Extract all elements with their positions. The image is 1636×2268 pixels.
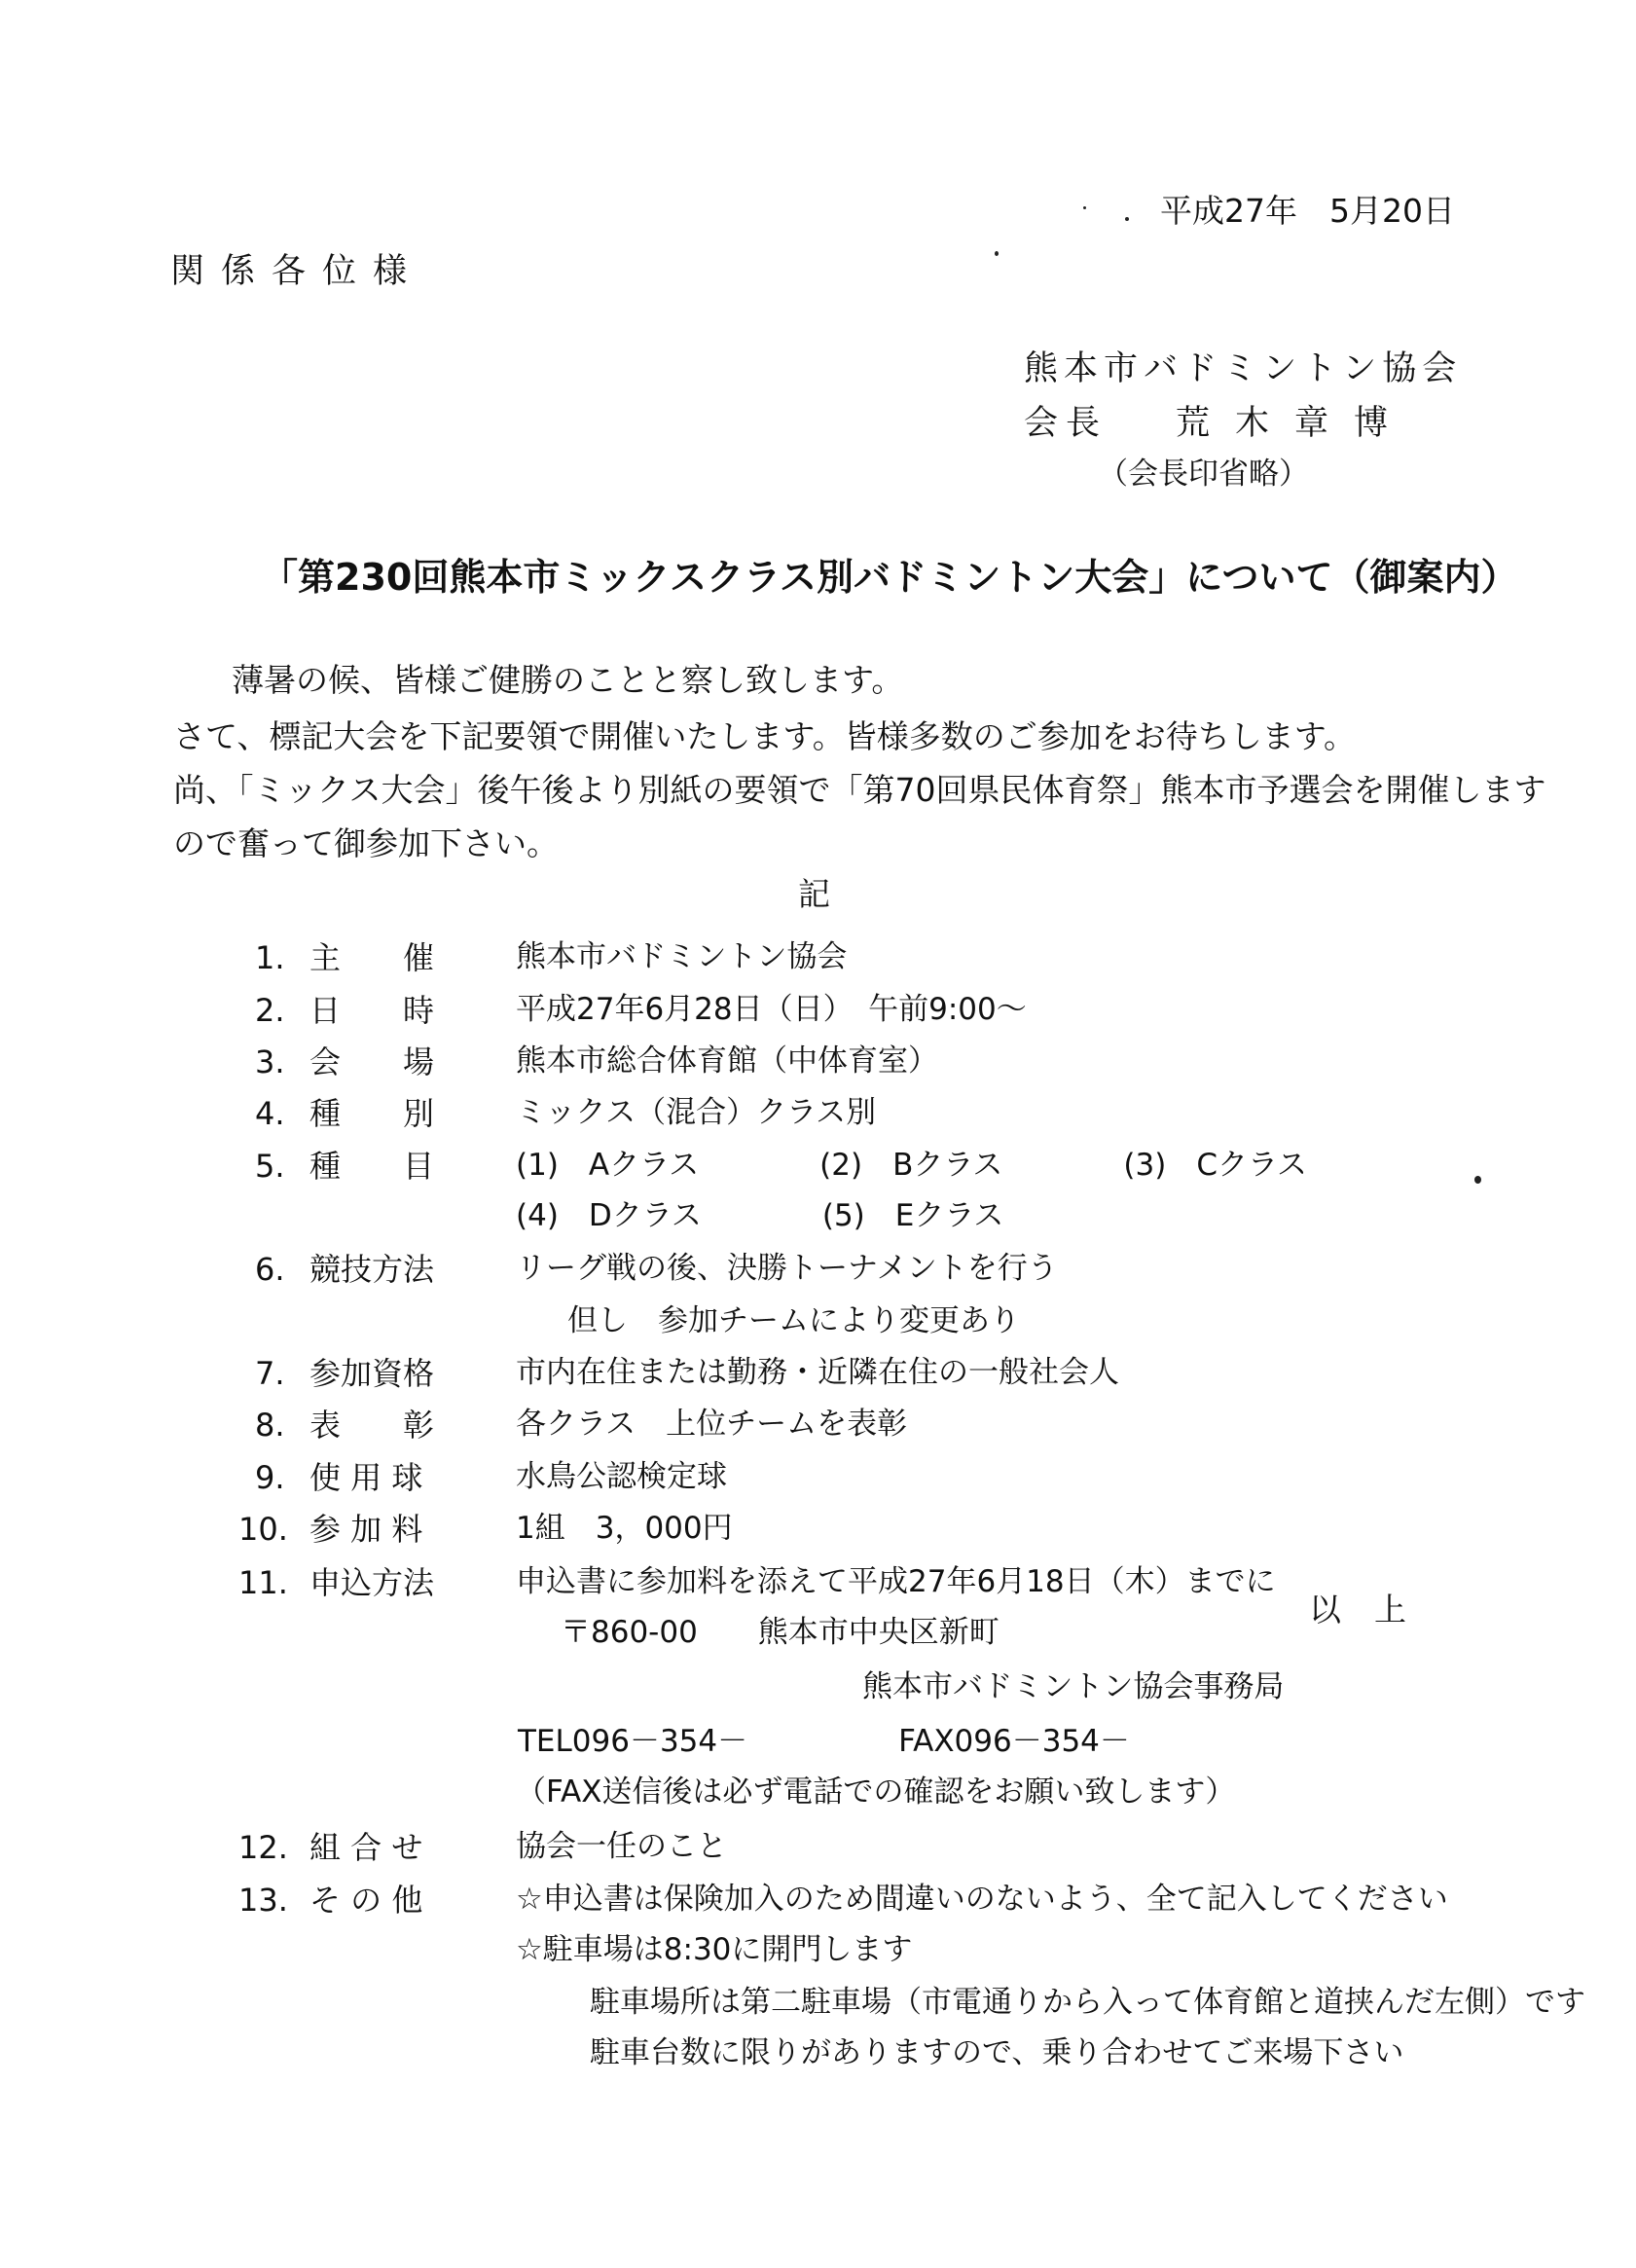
- detail-value: 駐車台数に限りがありますので、乗り合わせてご来場下さい: [560, 2035, 1404, 2070]
- document-title: 「第230回熊本市ミックスクラス別バドミントン大会」について（御案内）: [261, 556, 1518, 599]
- detail-value: 熊本市総合体育館（中体育室）: [516, 1043, 938, 1079]
- detail-value: 平成27年6月28日（日） 午前9:00～: [516, 992, 1027, 1027]
- detail-number: 10.: [238, 1511, 288, 1548]
- body-paragraph-3: 尚、「ミックス大会」後午後より別紙の要領で「第70回県民体育祭」熊本市予選会を開催します: [173, 771, 1546, 809]
- detail-value: 熊本市バドミントン協会事務局: [530, 1669, 1285, 1704]
- closing-mark: 以上: [1309, 1591, 1439, 1628]
- detail-label: 日 時: [309, 992, 435, 1029]
- detail-value: (4) Dクラス (5) Eクラス: [516, 1198, 1004, 1233]
- detail-number: 2.: [255, 992, 285, 1029]
- detail-value: 各クラス 上位チームを表彰: [516, 1407, 908, 1442]
- document-date: 平成27年 5月20日: [1160, 192, 1455, 230]
- detail-label: 参 加 料: [309, 1511, 423, 1548]
- detail-value: （FAX送信後は必ず電話での確認をお願い致します）: [516, 1774, 1236, 1810]
- detail-value: TEL096－354－ FAX096－354－: [518, 1724, 1130, 1759]
- detail-label: 組 合 せ: [309, 1829, 423, 1866]
- detail-value: 但し 参加チームにより変更あり: [537, 1303, 1020, 1338]
- detail-number: 6.: [255, 1251, 285, 1288]
- detail-number: 11.: [238, 1564, 288, 1601]
- detail-value: ☆駐車場は8:30に開門します: [516, 1932, 913, 1967]
- detail-value: 熊本市バドミントン協会: [516, 939, 848, 974]
- detail-value: ☆申込書は保険加入のため間違いのないよう、全て記入してください: [516, 1882, 1448, 1917]
- detail-label: 参加資格: [309, 1355, 435, 1392]
- detail-number: 8.: [255, 1407, 285, 1444]
- addressee: 関係各位様: [170, 252, 424, 291]
- detail-value: 協会一任のこと: [516, 1829, 727, 1864]
- detail-value: 〒860-00 熊本市中央区新町: [530, 1615, 1000, 1650]
- detail-value: リーグ戦の後、決勝トーナメントを行う: [516, 1251, 1058, 1286]
- scan-speck: [1083, 206, 1086, 209]
- detail-label: 主 催: [309, 939, 435, 976]
- ki-heading: 記: [798, 875, 830, 913]
- seal-note: （会長印省略）: [1098, 457, 1309, 492]
- body-paragraph-2: さて、標記大会を下記要領で開催いたします。皆様多数のご参加をお待ちします。: [173, 717, 1357, 755]
- detail-number: 4.: [255, 1095, 285, 1132]
- detail-number: 1.: [255, 939, 285, 976]
- detail-number: 7.: [255, 1355, 285, 1392]
- detail-number: 5.: [255, 1148, 285, 1185]
- detail-number: 13.: [238, 1882, 288, 1919]
- detail-label: 競技方法: [309, 1251, 435, 1288]
- detail-number: 9.: [255, 1459, 285, 1496]
- detail-value: (1) Aクラス (2) Bクラス (3) Cクラス: [516, 1148, 1308, 1183]
- detail-label: 種 別: [309, 1095, 435, 1132]
- detail-number: 12.: [238, 1829, 288, 1866]
- scan-speck: [995, 251, 999, 256]
- detail-label: 会 場: [309, 1043, 435, 1080]
- detail-label: 種 目: [309, 1148, 435, 1185]
- detail-value: 1組 3，000円: [516, 1511, 733, 1546]
- detail-label: 申込方法: [309, 1564, 435, 1601]
- detail-value: 市内在住または勤務・近隣在住の一般社会人: [516, 1355, 1119, 1390]
- sender-name: 荒木章博: [1176, 404, 1414, 443]
- detail-label: 使 用 球: [309, 1459, 423, 1496]
- body-paragraph-1: 薄暑の候、皆様ご健勝のことと察し致します。: [232, 661, 904, 699]
- detail-label: 表 彰: [309, 1407, 435, 1444]
- scan-speck: [1125, 217, 1129, 221]
- sender-title: 会長: [1024, 404, 1109, 443]
- sender-organization: 熊本市バドミントン協会: [1024, 349, 1463, 388]
- detail-value: ミックス（混合）クラス別: [516, 1095, 877, 1130]
- detail-value: 駐車場所は第二駐車場（市電通りから入って体育館と道挟んだ左側）です: [560, 1985, 1585, 2020]
- detail-label: そ の 他: [309, 1882, 423, 1919]
- detail-number: 3.: [255, 1043, 285, 1080]
- body-paragraph-4: ので奮って御参加下さい。: [173, 824, 559, 862]
- scan-speck: [1474, 1176, 1481, 1184]
- detail-value: 水鳥公認検定球: [516, 1459, 727, 1494]
- detail-value: 申込書に参加料を添えて平成27年6月18日（木）までに: [516, 1564, 1276, 1599]
